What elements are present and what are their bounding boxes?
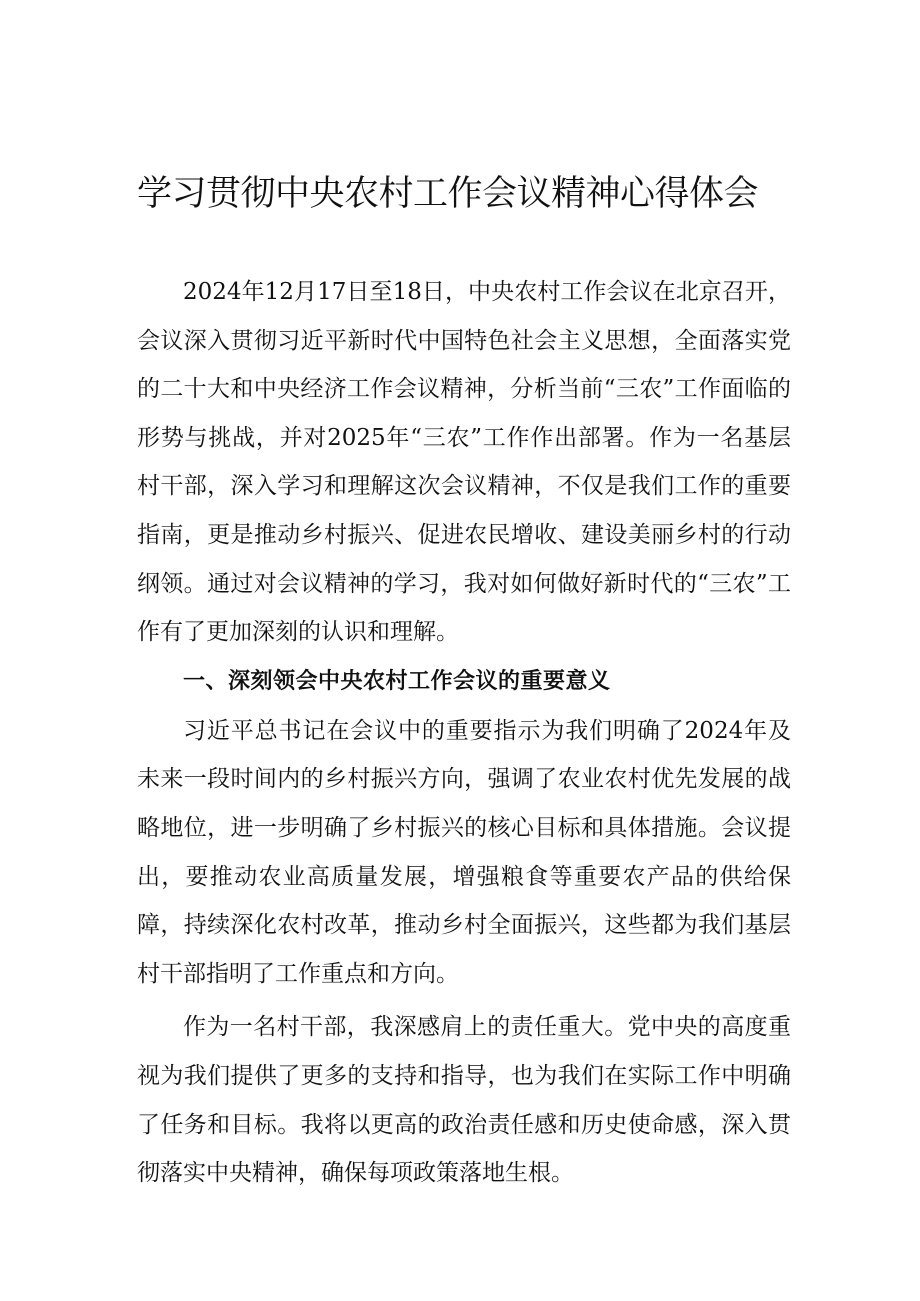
section-paragraph-1: 习近平总书记在会议中的重要指示为我们明确了2024年及未来一段时间内的乡村振兴方向，强调了农业农村优先发展的战略地位，进一步明确了乡村振兴的核心目标和具体措施。会议提出，要推动农业高质量发展，增强粮食等重要农产品的供给保障，持续深化农村改革，推动乡村全面振兴，这些都为我们基层村干部指明了工作重点和方向。 [137,717,791,987]
section-paragraph-2: 作为一名村干部，我深感肩上的责任重大。党中央的高度重视为我们提供了更多的支持和指导，也为我们在实际工作中明确了任务和目标。我将以更高的政治责任感和历史使命感，深入贯彻落实中央精神，确保每项政策落地生根。 [137,1014,791,1187]
intro-paragraph: 2024年12月17日至18日，中央农村工作会议在北京召开，会议深入贯彻习近平新时代中国特色社会主义思想，全面落实党的二十大和中央经济工作会议精神，分析当前“三农”工作面临的形势与挑战，并对2025年“三农”工作作出部署。作为一名基层村干部，深入学习和理解这次会议精神，不仅是我们工作的重要指南，更是推动乡村振兴、促进农民增收、建设美丽乡村的行动纲领。通过对会议精神的学习，我对如何做好新时代的“三农”工作有了更加深刻的认识和理解。 [137,279,791,646]
document-title: 学习贯彻中央农村工作会议精神心得体会 [137,174,759,214]
document-body [137,268,791,1198]
section-heading: 一、深刻领会中央农村工作会议的重要意义 [183,668,611,694]
